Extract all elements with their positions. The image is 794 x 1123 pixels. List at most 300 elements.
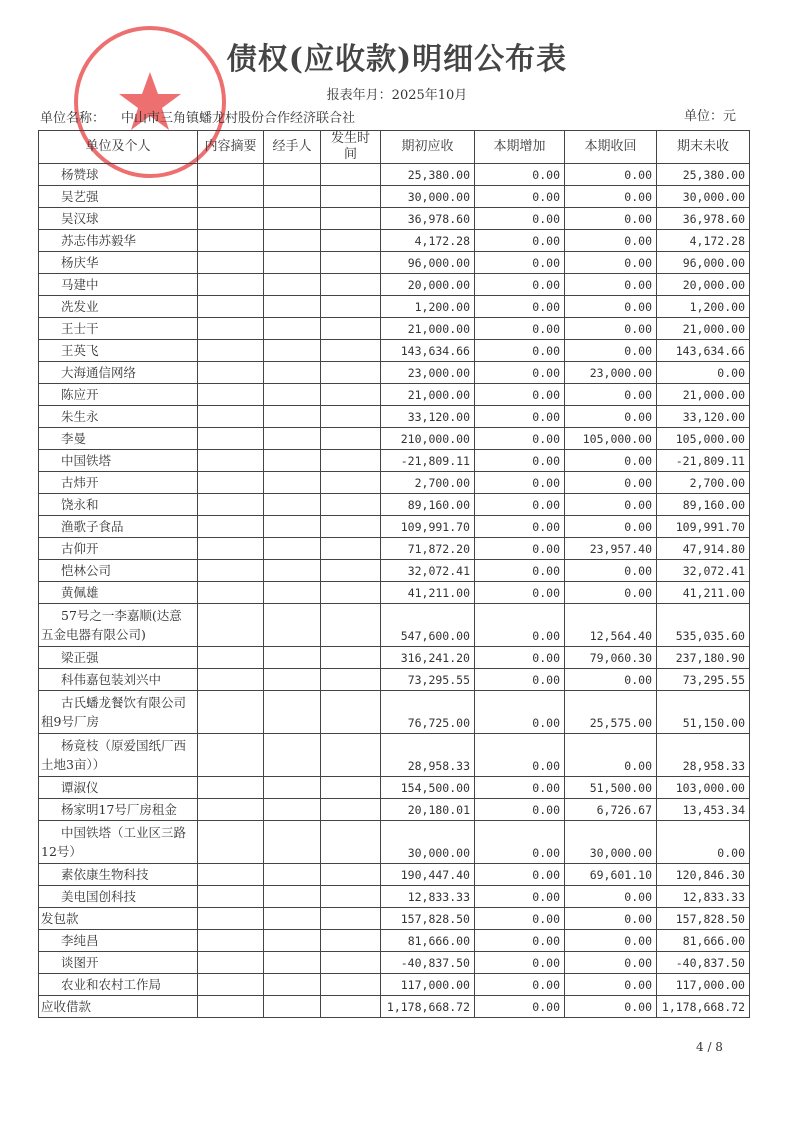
period-collected: 0.00 xyxy=(565,908,657,930)
period-increase: 0.00 xyxy=(475,821,565,864)
period-increase: 0.00 xyxy=(475,538,565,560)
period-collected: 0.00 xyxy=(565,886,657,908)
column-header: 发生时间 xyxy=(321,131,381,164)
entity-name: 素依康生物科技 xyxy=(39,864,198,886)
period-increase: 0.00 xyxy=(475,208,565,230)
handler-cell xyxy=(264,340,321,362)
handler-cell xyxy=(264,582,321,604)
period-increase: 0.00 xyxy=(475,186,565,208)
period-increase: 0.00 xyxy=(475,952,565,974)
summary-cell xyxy=(198,164,264,186)
closing-receivable: 89,160.00 xyxy=(657,494,750,516)
closing-receivable: 28,958.33 xyxy=(657,734,750,777)
opening-receivable: 20,000.00 xyxy=(381,274,475,296)
period-collected: 30,000.00 xyxy=(565,821,657,864)
closing-receivable: 143,634.66 xyxy=(657,340,750,362)
entity-name: 杨赞球 xyxy=(39,164,198,186)
summary-cell xyxy=(198,252,264,274)
period-collected: 0.00 xyxy=(565,472,657,494)
opening-receivable: 4,172.28 xyxy=(381,230,475,252)
handler-cell xyxy=(264,164,321,186)
table-row xyxy=(39,274,750,296)
period-increase: 0.00 xyxy=(475,516,565,538)
summary-cell xyxy=(198,472,264,494)
date-cell xyxy=(321,777,381,799)
opening-receivable: 23,000.00 xyxy=(381,362,475,384)
table-row xyxy=(39,974,750,996)
period-increase: 0.00 xyxy=(475,164,565,186)
date-cell xyxy=(321,472,381,494)
period-increase: 0.00 xyxy=(475,669,565,691)
opening-receivable: -40,837.50 xyxy=(381,952,475,974)
date-cell xyxy=(321,582,381,604)
summary-cell xyxy=(198,996,264,1018)
document-title: 债权(应收款)明细公布表 xyxy=(226,42,568,77)
summary-cell xyxy=(198,406,264,428)
entity-name: 王士干 xyxy=(39,318,198,340)
date-cell xyxy=(321,952,381,974)
date-cell xyxy=(321,821,381,864)
period-increase: 0.00 xyxy=(475,494,565,516)
handler-cell xyxy=(264,799,321,821)
unit-name: 中山市三角镇蟠龙村股份合作经济联合社 xyxy=(121,111,356,126)
handler-cell xyxy=(264,472,321,494)
summary-cell xyxy=(198,186,264,208)
table-row xyxy=(39,164,750,186)
unit-name-line xyxy=(40,111,355,127)
date-cell xyxy=(321,362,381,384)
period-collected: 0.00 xyxy=(565,930,657,952)
period-collected: 0.00 xyxy=(565,384,657,406)
handler-cell xyxy=(264,908,321,930)
handler-cell xyxy=(264,974,321,996)
period-collected: 0.00 xyxy=(565,494,657,516)
summary-cell xyxy=(198,450,264,472)
table-row xyxy=(39,886,750,908)
opening-receivable: 96,000.00 xyxy=(381,252,475,274)
summary-cell xyxy=(198,930,264,952)
period-increase: 0.00 xyxy=(475,296,565,318)
date-cell xyxy=(321,274,381,296)
period-collected: 0.00 xyxy=(565,974,657,996)
handler-cell xyxy=(264,669,321,691)
closing-receivable: 73,295.55 xyxy=(657,669,750,691)
entity-name: 农业和农村工作局 xyxy=(39,974,198,996)
period-collected: 23,957.40 xyxy=(565,538,657,560)
summary-cell xyxy=(198,886,264,908)
period-collected: 0.00 xyxy=(565,406,657,428)
opening-receivable: 41,211.00 xyxy=(381,582,475,604)
date-cell xyxy=(321,450,381,472)
column-header: 本期收回 xyxy=(565,131,657,164)
page-number: 4 / 8 xyxy=(696,1040,723,1054)
closing-receivable: 47,914.80 xyxy=(657,538,750,560)
summary-cell xyxy=(198,516,264,538)
handler-cell xyxy=(264,821,321,864)
date-cell xyxy=(321,930,381,952)
period-collected: 79,060.30 xyxy=(565,647,657,669)
table-row xyxy=(39,560,750,582)
summary-cell xyxy=(198,647,264,669)
handler-cell xyxy=(264,930,321,952)
opening-receivable: 76,725.00 xyxy=(381,691,475,734)
period-collected: 12,564.40 xyxy=(565,604,657,647)
entity-name: 谈图开 xyxy=(39,952,198,974)
period-increase: 0.00 xyxy=(475,560,565,582)
entity-name: 渔歌子食品 xyxy=(39,516,198,538)
period-increase: 0.00 xyxy=(475,734,565,777)
unit-name-label: 单位名称： xyxy=(40,111,106,126)
period-collected: 23,000.00 xyxy=(565,362,657,384)
period-collected: 0.00 xyxy=(565,252,657,274)
table-row xyxy=(39,340,750,362)
entity-name: 朱生永 xyxy=(39,406,198,428)
period-increase: 0.00 xyxy=(475,604,565,647)
opening-receivable: 25,380.00 xyxy=(381,164,475,186)
handler-cell xyxy=(264,318,321,340)
currency-unit: 单位：元 xyxy=(684,109,737,124)
period-increase: 0.00 xyxy=(475,582,565,604)
table-row xyxy=(39,996,750,1018)
entity-name: 大海通信网络 xyxy=(39,362,198,384)
date-cell xyxy=(321,974,381,996)
entity-name: 冼发业 xyxy=(39,296,198,318)
closing-receivable: 96,000.00 xyxy=(657,252,750,274)
handler-cell xyxy=(264,952,321,974)
entity-name: 古炜开 xyxy=(39,472,198,494)
closing-receivable: 33,120.00 xyxy=(657,406,750,428)
date-cell xyxy=(321,296,381,318)
opening-receivable: 21,000.00 xyxy=(381,318,475,340)
opening-receivable: 32,072.41 xyxy=(381,560,475,582)
opening-receivable: 2,700.00 xyxy=(381,472,475,494)
entity-name: 陈应开 xyxy=(39,384,198,406)
handler-cell xyxy=(264,560,321,582)
summary-cell xyxy=(198,362,264,384)
period-collected: 0.00 xyxy=(565,186,657,208)
handler-cell xyxy=(264,450,321,472)
closing-receivable: 2,700.00 xyxy=(657,472,750,494)
handler-cell xyxy=(264,296,321,318)
period-increase: 0.00 xyxy=(475,930,565,952)
summary-cell xyxy=(198,974,264,996)
table-row xyxy=(39,472,750,494)
summary-cell xyxy=(198,821,264,864)
handler-cell xyxy=(264,886,321,908)
date-cell xyxy=(321,230,381,252)
opening-receivable: 157,828.50 xyxy=(381,908,475,930)
closing-receivable: 117,000.00 xyxy=(657,974,750,996)
handler-cell xyxy=(264,274,321,296)
table-row xyxy=(39,930,750,952)
period-collected: 0.00 xyxy=(565,669,657,691)
closing-receivable: 32,072.41 xyxy=(657,560,750,582)
closing-receivable: 1,178,668.72 xyxy=(657,996,750,1018)
opening-receivable: 316,241.20 xyxy=(381,647,475,669)
date-cell xyxy=(321,406,381,428)
date-cell xyxy=(321,669,381,691)
column-header: 经手人 xyxy=(264,131,321,164)
date-cell xyxy=(321,494,381,516)
entity-name: 杨竟枝（原爱国纸厂西土地3亩）） xyxy=(39,734,198,777)
opening-receivable: 109,991.70 xyxy=(381,516,475,538)
entity-name: 饶永和 xyxy=(39,494,198,516)
opening-receivable: -21,809.11 xyxy=(381,450,475,472)
table-row xyxy=(39,538,750,560)
date-cell xyxy=(321,560,381,582)
table-row xyxy=(39,494,750,516)
period-collected: 0.00 xyxy=(565,318,657,340)
opening-receivable: 81,666.00 xyxy=(381,930,475,952)
period-increase: 0.00 xyxy=(475,864,565,886)
table-row xyxy=(39,908,750,930)
handler-cell xyxy=(264,384,321,406)
summary-cell xyxy=(198,691,264,734)
period-increase: 0.00 xyxy=(475,274,565,296)
summary-cell xyxy=(198,274,264,296)
opening-receivable: 143,634.66 xyxy=(381,340,475,362)
column-header: 内容摘要 xyxy=(198,131,264,164)
period-increase: 0.00 xyxy=(475,996,565,1018)
period-increase: 0.00 xyxy=(475,647,565,669)
period-increase: 0.00 xyxy=(475,362,565,384)
handler-cell xyxy=(264,777,321,799)
table-row xyxy=(39,582,750,604)
summary-cell xyxy=(198,799,264,821)
summary-cell xyxy=(198,908,264,930)
closing-receivable: 157,828.50 xyxy=(657,908,750,930)
closing-receivable: 21,000.00 xyxy=(657,384,750,406)
entity-name: 57号之一李嘉顺(达意五金电器有限公司) xyxy=(39,604,198,647)
date-cell xyxy=(321,799,381,821)
opening-receivable: 12,833.33 xyxy=(381,886,475,908)
column-header: 单位及个人 xyxy=(39,131,198,164)
entity-name: 杨庆华 xyxy=(39,252,198,274)
summary-cell xyxy=(198,208,264,230)
period-increase: 0.00 xyxy=(475,252,565,274)
table-row xyxy=(39,821,750,864)
period-increase: 0.00 xyxy=(475,318,565,340)
closing-receivable: 4,172.28 xyxy=(657,230,750,252)
entity-name: 古氏蟠龙餐饮有限公司租9号厂房 xyxy=(39,691,198,734)
table-row xyxy=(39,406,750,428)
opening-receivable: 547,600.00 xyxy=(381,604,475,647)
table-row xyxy=(39,647,750,669)
date-cell xyxy=(321,864,381,886)
summary-cell xyxy=(198,604,264,647)
opening-receivable: 36,978.60 xyxy=(381,208,475,230)
entity-name: 苏志伟苏毅华 xyxy=(39,230,198,252)
table-row xyxy=(39,777,750,799)
closing-receivable: 20,000.00 xyxy=(657,274,750,296)
date-cell xyxy=(321,186,381,208)
date-cell xyxy=(321,428,381,450)
closing-receivable: 12,833.33 xyxy=(657,886,750,908)
closing-receivable: 25,380.00 xyxy=(657,164,750,186)
period-collected: 0.00 xyxy=(565,582,657,604)
handler-cell xyxy=(264,691,321,734)
period-increase: 0.00 xyxy=(475,340,565,362)
entity-name: 古仰开 xyxy=(39,538,198,560)
summary-cell xyxy=(198,864,264,886)
entity-name: 吴艺强 xyxy=(39,186,198,208)
date-cell xyxy=(321,647,381,669)
closing-receivable: 21,000.00 xyxy=(657,318,750,340)
handler-cell xyxy=(264,362,321,384)
table-row xyxy=(39,516,750,538)
period-collected: 0.00 xyxy=(565,208,657,230)
closing-receivable: -40,837.50 xyxy=(657,952,750,974)
opening-receivable: 210,000.00 xyxy=(381,428,475,450)
opening-receivable: 30,000.00 xyxy=(381,821,475,864)
closing-receivable: 81,666.00 xyxy=(657,930,750,952)
entity-name: 梁正强 xyxy=(39,647,198,669)
closing-receivable: 0.00 xyxy=(657,362,750,384)
period-collected: 0.00 xyxy=(565,996,657,1018)
entity-name: 杨家明17号厂房租金 xyxy=(39,799,198,821)
entity-name: 吴汉球 xyxy=(39,208,198,230)
period-collected: 0.00 xyxy=(565,952,657,974)
closing-receivable: 51,150.00 xyxy=(657,691,750,734)
entity-name: 中国铁塔 xyxy=(39,450,198,472)
report-period: 报表年月：2025年10月 xyxy=(326,88,468,103)
date-cell xyxy=(321,164,381,186)
table-row xyxy=(39,952,750,974)
table-row xyxy=(39,296,750,318)
period-increase: 0.00 xyxy=(475,777,565,799)
handler-cell xyxy=(264,864,321,886)
period-collected: 0.00 xyxy=(565,560,657,582)
period-collected: 0.00 xyxy=(565,296,657,318)
summary-cell xyxy=(198,230,264,252)
summary-cell xyxy=(198,582,264,604)
handler-cell xyxy=(264,186,321,208)
summary-cell xyxy=(198,952,264,974)
period-collected: 0.00 xyxy=(565,164,657,186)
date-cell xyxy=(321,538,381,560)
period-collected: 0.00 xyxy=(565,516,657,538)
closing-receivable: 13,453.34 xyxy=(657,799,750,821)
table-row xyxy=(39,691,750,734)
table-row xyxy=(39,208,750,230)
entity-name: 谭淑仪 xyxy=(39,777,198,799)
summary-cell xyxy=(198,538,264,560)
handler-cell xyxy=(264,538,321,560)
date-cell xyxy=(321,384,381,406)
opening-receivable: 33,120.00 xyxy=(381,406,475,428)
handler-cell xyxy=(264,494,321,516)
summary-cell xyxy=(198,318,264,340)
entity-name: 马建中 xyxy=(39,274,198,296)
opening-receivable: 73,295.55 xyxy=(381,669,475,691)
entity-name: 科伟嘉包装刘兴中 xyxy=(39,669,198,691)
closing-receivable: 1,200.00 xyxy=(657,296,750,318)
closing-receivable: 237,180.90 xyxy=(657,647,750,669)
handler-cell xyxy=(264,208,321,230)
opening-receivable: 28,958.33 xyxy=(381,734,475,777)
date-cell xyxy=(321,886,381,908)
handler-cell xyxy=(264,734,321,777)
opening-receivable: 20,180.01 xyxy=(381,799,475,821)
summary-cell xyxy=(198,428,264,450)
closing-receivable: 36,978.60 xyxy=(657,208,750,230)
period-increase: 0.00 xyxy=(475,472,565,494)
handler-cell xyxy=(264,996,321,1018)
handler-cell xyxy=(264,604,321,647)
entity-name: 应收借款 xyxy=(39,996,198,1018)
table-row xyxy=(39,362,750,384)
table-row xyxy=(39,604,750,647)
date-cell xyxy=(321,604,381,647)
entity-name: 王英飞 xyxy=(39,340,198,362)
handler-cell xyxy=(264,406,321,428)
period-collected: 6,726.67 xyxy=(565,799,657,821)
period-increase: 0.00 xyxy=(475,406,565,428)
closing-receivable: 41,211.00 xyxy=(657,582,750,604)
date-cell xyxy=(321,318,381,340)
period-increase: 0.00 xyxy=(475,908,565,930)
date-cell xyxy=(321,734,381,777)
summary-cell xyxy=(198,296,264,318)
date-cell xyxy=(321,908,381,930)
period-collected: 0.00 xyxy=(565,450,657,472)
handler-cell xyxy=(264,230,321,252)
closing-receivable: 0.00 xyxy=(657,821,750,864)
period-increase: 0.00 xyxy=(475,691,565,734)
table-row xyxy=(39,734,750,777)
column-header: 本期增加 xyxy=(475,131,565,164)
handler-cell xyxy=(264,428,321,450)
entity-name: 黄佩雄 xyxy=(39,582,198,604)
entity-name: 恺林公司 xyxy=(39,560,198,582)
table-row xyxy=(39,230,750,252)
opening-receivable: 154,500.00 xyxy=(381,777,475,799)
date-cell xyxy=(321,996,381,1018)
opening-receivable: 1,178,668.72 xyxy=(381,996,475,1018)
date-cell xyxy=(321,691,381,734)
entity-name: 中国铁塔（工业区三路12号） xyxy=(39,821,198,864)
entity-name: 美电国创科技 xyxy=(39,886,198,908)
table-row xyxy=(39,799,750,821)
period-increase: 0.00 xyxy=(475,384,565,406)
column-header: 期初应收 xyxy=(381,131,475,164)
opening-receivable: 1,200.00 xyxy=(381,296,475,318)
summary-cell xyxy=(198,340,264,362)
period-collected: 105,000.00 xyxy=(565,428,657,450)
period-increase: 0.00 xyxy=(475,428,565,450)
table-row xyxy=(39,864,750,886)
summary-cell xyxy=(198,494,264,516)
period-increase: 0.00 xyxy=(475,450,565,472)
opening-receivable: 30,000.00 xyxy=(381,186,475,208)
closing-receivable: -21,809.11 xyxy=(657,450,750,472)
table-row xyxy=(39,384,750,406)
date-cell xyxy=(321,208,381,230)
date-cell xyxy=(321,340,381,362)
handler-cell xyxy=(264,516,321,538)
entity-name: 发包款 xyxy=(39,908,198,930)
handler-cell xyxy=(264,647,321,669)
summary-cell xyxy=(198,560,264,582)
period-collected: 0.00 xyxy=(565,274,657,296)
period-increase: 0.00 xyxy=(475,799,565,821)
column-header: 期末未收 xyxy=(657,131,750,164)
period-collected: 0.00 xyxy=(565,230,657,252)
summary-cell xyxy=(198,384,264,406)
period-collected: 69,601.10 xyxy=(565,864,657,886)
period-collected: 0.00 xyxy=(565,734,657,777)
opening-receivable: 190,447.40 xyxy=(381,864,475,886)
